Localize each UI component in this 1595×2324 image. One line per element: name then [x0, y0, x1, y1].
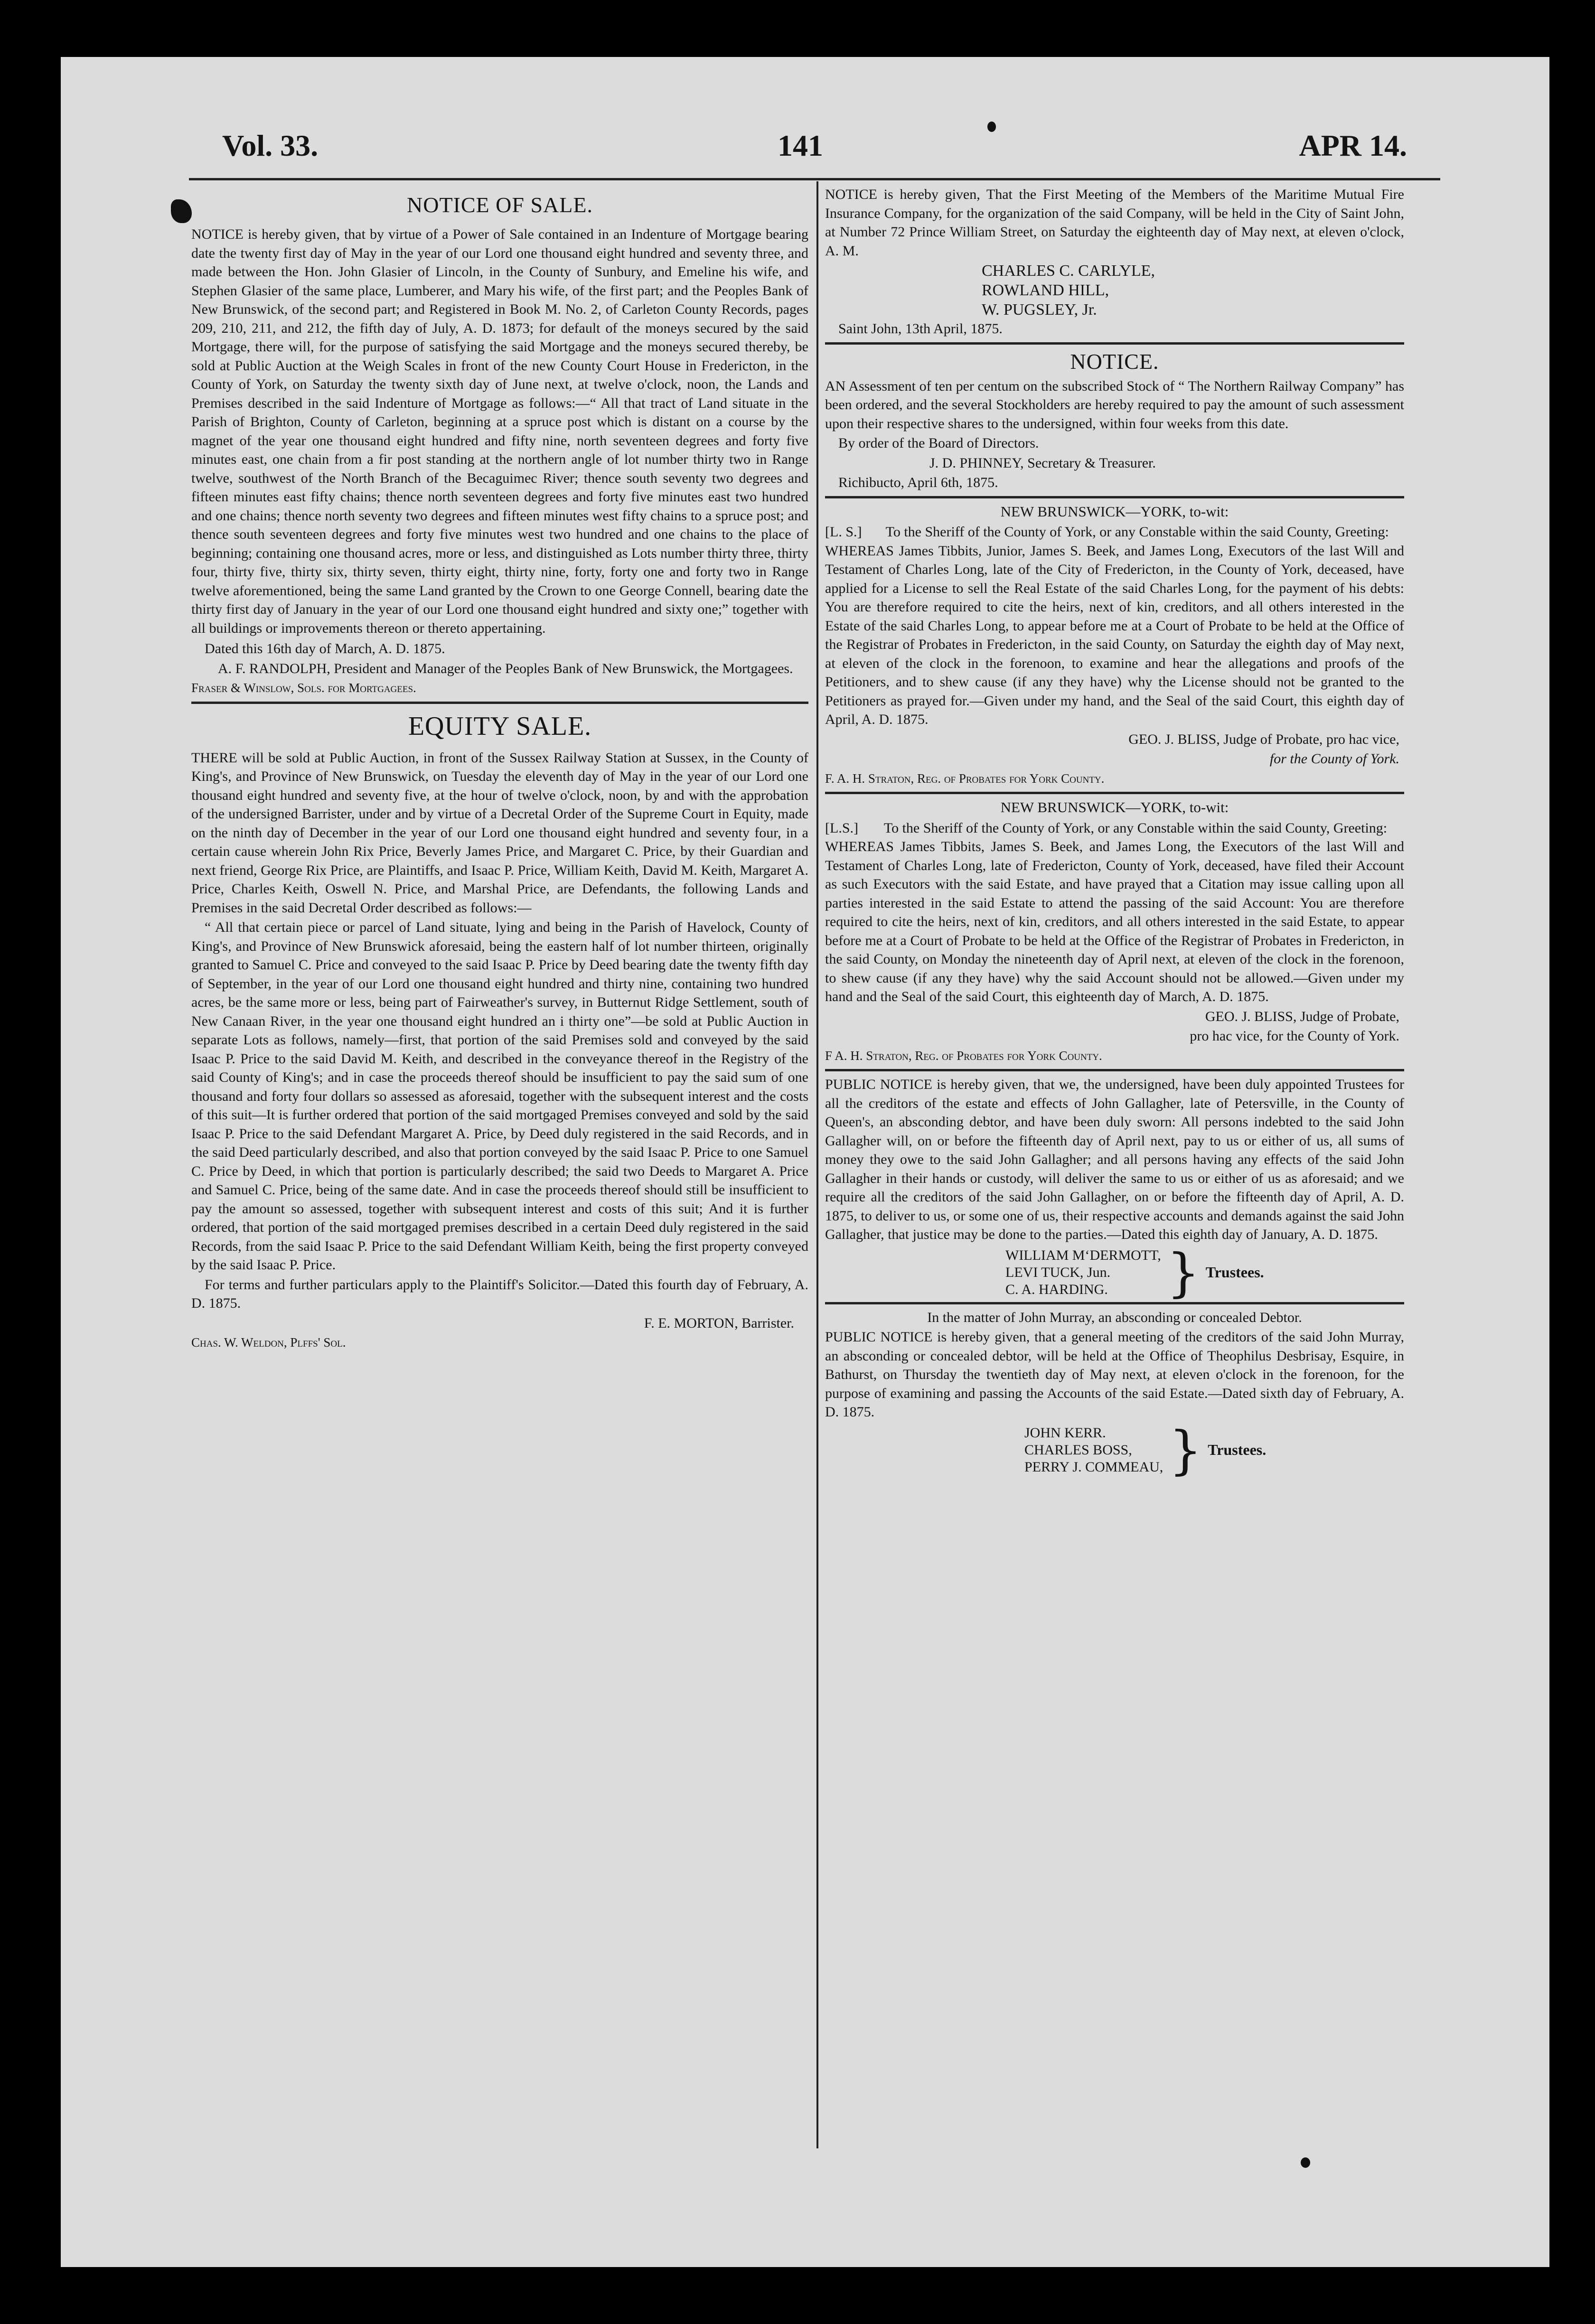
probate-1-heading: NEW BRUNSWICK—YORK, to-wit: — [1000, 503, 1229, 520]
probate-2-judge: GEO. J. BLISS, Judge of Probate, — [1205, 1008, 1399, 1024]
probate-1-address-block — [825, 523, 1404, 542]
section-rule — [825, 496, 1404, 498]
gallagher-trustee-1: WILLIAM M‘DERMOTT, — [1005, 1247, 1161, 1263]
first-meeting-body: NOTICE is hereby given, That the First Meeting of the Members of the Maritime Mutual Fire Insurance Company, for the organization of the said Company, will be held in the City of Saint John, at Number 72 Prince William Street, on Saturday the eighteenth day of May next, at eleven o'clock, A. M. — [825, 187, 1404, 259]
probate-2-registrar: F A. H. Straton, Reg. of Probates for York County. — [825, 1048, 1102, 1063]
probate-2-county: pro hac vice, for the County of York. — [1190, 1028, 1399, 1044]
newspaper-page — [61, 57, 1549, 2267]
probate-1-seal: [L. S.] — [825, 524, 862, 540]
probate-2-address: To the Sheriff of the County of York, or any Constable within the said County, Greeting: — [883, 820, 1388, 836]
murray-notice — [825, 1308, 1404, 1481]
notice-of-sale-heading: NOTICE OF SALE. — [407, 193, 593, 217]
probate-1-address: To the Sheriff of the County of York, or any Constable within the said County, Greeting: — [885, 524, 1389, 540]
probate-2-address-block — [825, 819, 1404, 838]
volume-number: Vol. 33. — [222, 129, 319, 162]
gallagher-trustee-2: LEVI TUCK, Jun. — [1005, 1264, 1111, 1280]
murray-trustee-3: PERRY J. COMMEAU, — [1024, 1459, 1163, 1475]
assessment-place-date: Richibucto, April 6th, 1875. — [838, 475, 998, 490]
ink-blot — [171, 199, 192, 223]
ink-dot — [987, 122, 996, 132]
murray-trustee-2: CHARLES BOSS, — [1024, 1442, 1132, 1458]
gallagher-trustees — [1005, 1242, 1404, 1303]
brace-glyph: } — [1166, 1242, 1200, 1303]
murray-body: PUBLIC NOTICE is hereby given, that a general meeting of the creditors of the said John Murray, an absconding or concealed debtor, will be held at the Office of Theophilus Desbrisay, Esquire, in Bathurst, on Thursday the twentieth day of May next, at eleven o'clock in the forenoon, for the purpose of examining and passing the Accounts of the said Estate.—Dated sixth day of February, A. D. 1875. — [825, 1329, 1404, 1420]
brace-glyph: } — [1169, 1419, 1202, 1481]
assessment-notice — [825, 348, 1404, 492]
murray-trustees-label: Trustees. — [1208, 1441, 1267, 1458]
assessment-body: AN Assessment of ten per centum on the subscribed Stock of “ The Northern Railway Company” has been ordered, and the several Stockholders are hereby required to pay the amount of such assessment upon their respective shares to the undersigned, within four weeks from this date. — [825, 378, 1404, 431]
probate-notice-1 — [825, 502, 1404, 788]
first-meeting-signer-3: W. PUGSLEY, Jr. — [982, 301, 1097, 319]
section-rule — [825, 1302, 1404, 1304]
murray-title: In the matter of John Murray, an absconding or concealed Debtor. — [927, 1309, 1302, 1325]
probate-2-seal: [L.S.] — [825, 820, 858, 836]
notice-of-sale-dated: Dated this 16th day of March, A. D. 1875. — [205, 641, 445, 656]
assessment-heading: NOTICE. — [1070, 349, 1159, 374]
murray-trustee-1: JOHN KERR. — [1024, 1424, 1106, 1441]
gallagher-body: PUBLIC NOTICE is hereby given, that we, the undersigned, have been duly appointed Trustees for all the creditors of the estate and effects of John Gallagher, late of Petersville, in the County of Queen's, an absconding debtor, and have been duly sworn: All persons indebted to the said John Gallagher will, on or before the fifteenth day of April next, pay to us or either of us, all sums of money they owe to the said John Gallagher; and all persons having any effects of the said John Gallagher in their hands or custody, will deliver the same to us or either of us as aforesaid; and we require all the creditors of the said John Gallagher, on or before the fifteenth day of April, A. D. 1875, to deliver to us, or some one of us, their respective accounts and demands against the said John Gallagher, that justice may be done to the parties.—Dated this eighth day of January, A. D. 1875. — [825, 1077, 1404, 1242]
first-meeting-signer-2: ROWLAND HILL, — [982, 281, 1109, 299]
murray-trustees — [1024, 1419, 1404, 1481]
first-meeting-place-date: Saint John, 13th April, 1875. — [838, 321, 1003, 337]
probate-1-judge: GEO. J. BLISS, Judge of Probate, pro hac vice, — [1128, 731, 1399, 747]
probate-2-heading: NEW BRUNSWICK—YORK, to-wit: — [1000, 799, 1229, 815]
assessment-signer: J. D. PHINNEY, Secretary & Treasurer. — [929, 455, 1156, 471]
notice-of-sale-body: NOTICE is hereby given, that by virtue of a Power of Sale contained in an Indenture of Mortgage bearing date the twenty first day of May in the year of our Lord one thousand eight hundred and seventy three, and made between the Hon. John Glasier of Lincoln, in the County of Sunbury, and Emeline his wife, and Stephen Glasier of the same place, Lumberer, and Mary his wife, of the first part; and the Peoples Bank of New Brunswick, of the second part; and Registered in Book M. No. 2, of Carleton County Records, pages 209, 210, 211, and 212, the fifth day of July, A. D. 1873; for default of the moneys secured by the said Mortgage, there will, for the purpose of satisfying the said Mortgage and the moneys secured thereby, be sold at Public Auction at the Weigh Scales in front of the new County Court House in Fredericton, in the County of York, on Saturday the twenty sixth day of June next, at twelve o'clock, noon, the Lands and Premises described in the said Indenture of Mortgage as follows:—“ All that tract of Land situate in the Parish of Brighton, County of Carleton, beginning at a spruce post which is distant on a course by the magnet of the year one thousand eight hundred and fifty nine, north seventeen degrees and forty five minutes east, one chain from a fir post standing at the northern angle of lot number thirty two in Range twelve, southwest of the North Branch of the Becaguimec River; thence south seventy two degrees and fifteen minutes east fifty chains; thence north seventeen degrees and forty five minutes east two hundred and one chains; thence north seventy two degrees and fifteen minutes west fifty chains to a spruce post; and thence south seventeen degrees and forty five minutes west two hundred and one chains to the place of beginning; containing one thousand acres, more or less, and distinguished as Lots number thirty three, thirty four, thirty five, thirty six, thirty seven, thirty eight, thirty nine, forty, forty one and forty two in Range twelve aforementioned, being the same Land granted by the Crown to one George Connell, bearing date the thirty first day of January in the year of our Lord one thousand eight hundred and sixty one;” together with all buildings or improvements thereon or thereto appertaining. — [191, 226, 808, 636]
murray-trustee-names — [1024, 1424, 1163, 1476]
equity-sale — [191, 711, 808, 1352]
section-rule — [191, 702, 808, 704]
first-meeting-notice — [825, 185, 1404, 338]
notice-of-sale — [191, 192, 808, 698]
left-column — [191, 185, 808, 2144]
probate-2-body: WHEREAS James Tibbits, James S. Beek, and James Long, the Executors of the last Will and Testament of Charles Long, late of Fredericton, County of York, deceased, have filed their Account as such Executors with the said Estate, and have prayed that a Citation may issue calling upon all parties interested in the said Estate to attend the passing of the said Account: You are therefore required to cite the heirs, next of kin, creditors, and all others interested in the said Estate, to appear before me at a Court of Probate to be held at the Office of the Registrar of Probates in Fredericton, in the said County, on Monday the nineteenth day of April next, at eleven of the clock in the forenoon, to shew cause (if any they have) why the said Account should not be allowed.—Given under my hand and the Seal of the said Court, this eighteenth day of March, A. D. 1875. — [825, 839, 1404, 1004]
right-column — [825, 185, 1404, 2144]
equity-sale-barrister: F. E. MORTON, Barrister. — [644, 1315, 794, 1331]
section-rule — [825, 792, 1404, 794]
header-rule — [189, 178, 1440, 180]
equity-sale-body-1: THERE will be sold at Public Auction, in front of the Sussex Railway Station at Sussex, in the County of King's, and Province of New Brunswick, on Tuesday the eleventh day of May in the year of our Lord one thousand eight hundred and seventy five, at the hour of twelve o'clock, noon, by and with the approbation of the undersigned Barrister, under and by virtue of a Decretal Order of the Supreme Court in Equity, made on the ninth day of December in the year of our Lord one thousand eight hundred and seventy four, in a certain cause wherein John Rix Price, Beverly James Price, and Margaret C. Price, by their Guardian and next friend, George Rix Price, are Plaintiffs, and Isaac P. Price, William Keith, David M. Keith, Margaret A. Price, Charles Keith, Oswell N. Price, and Marshal Price, are Defendants, the following Lands and Premises in the said Decretal Order described as follows:— — [191, 750, 808, 916]
equity-sale-body-2: “ All that certain piece or parcel of Land situate, lying and being in the Parish of Havelock, County of King's, and Province of New Brunswick aforesaid, being the eastern half of lot number thirteen, originally granted to Samuel C. Price and conveyed to the said Isaac P. Price by Deed bearing date the twenty fifth day of September, in the year of our Lord one thousand eight hundred and thirty nine, containing two hundred acres, be the same more or less, being part of Fairweather's survey, in Butternut Ridge Settlement, south of New Canaan River, in the year one thousand eight hundred an i thirty one”—be sold at Public Auction in separate Lots as follows, namely—first, that portion of the said Premises sold and conveyed by the said Isaac P. Price to the said David M. Keith, and described in the conveyance thereof in the Registry of the said County of King's; and in case the proceeds thereof should be insufficient to pay the said sum of one thousand and forty four dollars so assessed as aforesaid, together with the subsequent interest and the costs of this suit—It is further ordered that portion of the said mortgaged Premises conveyed and sold by the said Isaac P. Price to the said Defendant Margaret A. Price, by Deed duly registered in the said Records, and in the said Deed particularly described, and also that portion conveyed by the said Isaac P. Price to one Samuel C. Price by Deed, in which that portion is particularly described; the said two Deeds to Margaret A. Price and Samuel C. Price, being of the same date. And in case the proceeds thereof should still be insufficient to pay the amount so assessed, together with subsequent interest and costs of this suit; And it is further ordered, that portion of the said mortgaged premises described in a certain Deed duly registered in the said Records, from the said Isaac P. Price to the said Defendant William Keith, being the first property conveyed by the said Isaac P. Price. — [191, 919, 808, 1273]
probate-notice-2 — [825, 798, 1404, 1065]
equity-sale-solicitor: Chas. W. Weldon, Plffs' Sol. — [191, 1335, 346, 1349]
gallagher-trustees-label: Trustees. — [1205, 1263, 1264, 1281]
page-number: 141 — [778, 129, 823, 162]
ink-dot — [1301, 2157, 1310, 2168]
section-rule — [825, 342, 1404, 345]
gallagher-trustee-3: C. A. HARDING. — [1005, 1281, 1108, 1297]
column-divider — [816, 181, 818, 2148]
probate-1-body: WHEREAS James Tibbits, Junior, James S. Beek, and James Long, Executors of the last Will and Testament of Charles Long, late of the City of Fredericton, in the County of York, deceased, have applied for a License to sell the Real Estate of the said Charles Long, for the payment of his debts: You are therefore required to cite the heirs, next of kin, creditors, and all others interested in the Estate of the said Charles Long, to appear before me at a Court of Probate to be held at the Office of the Registrar of Probates in Fredericton, in the said County, on Saturday the eighth day of May next, at eleven of the clock in the forenoon, to examine and hear the allegations and proofs of the Petitioners, and to shew cause (if any they have) why the License should not be granted to the Petitioners as prayed for.—Given under my hand, and the Seal of the said Court, this eighth day of April, A. D. 1875. — [825, 543, 1404, 727]
probate-1-registrar: F. A. H. Straton, Reg. of Probates for York County. — [825, 771, 1105, 786]
issue-date: APR 14. — [1299, 129, 1407, 162]
notice-of-sale-signature: A. F. RANDOLPH, President and Manager of the Peoples Bank of New Brunswick, the Mortgagees. — [218, 660, 793, 676]
notice-of-sale-solicitors: Fraser & Winslow, Sols. for Mortgagees. — [191, 681, 416, 695]
first-meeting-signer-1: CHARLES C. CARLYLE, — [982, 262, 1155, 280]
assessment-order: By order of the Board of Directors. — [838, 435, 1039, 451]
gallagher-notice — [825, 1075, 1404, 1303]
section-rule — [825, 1069, 1404, 1071]
probate-1-county: for the County of York. — [1269, 751, 1399, 767]
equity-sale-terms: For terms and further particulars apply to the Plaintiff's Solicitor.—Dated this fourth day of February, A. D. 1875. — [191, 1276, 808, 1311]
equity-sale-heading: EQUITY SALE. — [408, 711, 592, 741]
gallagher-trustee-names — [1005, 1247, 1161, 1298]
